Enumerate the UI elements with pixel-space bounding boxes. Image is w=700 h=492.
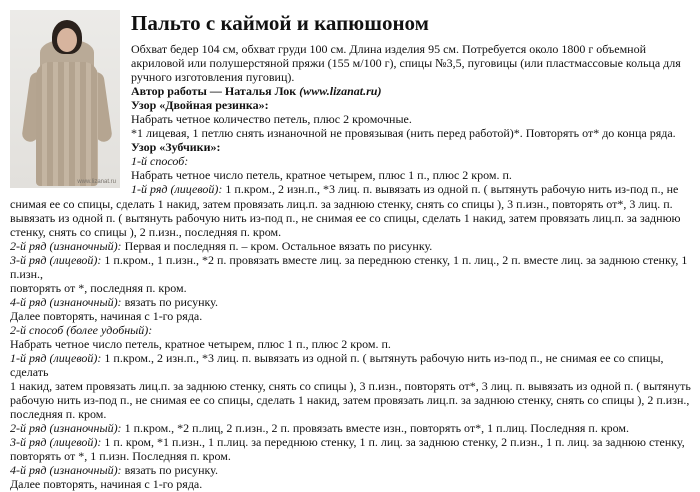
intro-line: акриловой или полушерстяной пряжи (155 м/100 г), спицы №3,5, пуговицы (или пластмассовые кольца для xyxy=(131,56,681,71)
row-line: 2-й ряд (изнаночный): 1 п.кром., *2 п.лиц, 2 п.изн., 2 п. провязать вместе изн., повторять от*, 1 п.лиц. Последняя п. кром. xyxy=(10,421,630,436)
text-line: вывязать из одной п. ( вытянуть рабочую нить из-под п., не снимая ее со спицы, сделать 1 накид, затем провязать лиц.п. за заднюю xyxy=(10,210,681,225)
text-line: 1 накид, затем провязать лиц.п. за заднюю стенку, снять со спицы ), 3 п.изн., повторять от*, 3 лиц. п. вывязать из одной п. ( вытянуть xyxy=(10,379,691,394)
method1-title: 1-й способ: xyxy=(131,154,189,169)
text-line: Набрать четное число петель, кратное четырем, плюс 1 п., плюс 2 кром. п. xyxy=(10,336,391,351)
text-line: последняя п. кром. xyxy=(10,407,107,422)
text-line: Далее повторять, начиная с 1-го ряда. xyxy=(10,477,203,492)
method2-title: 2-й способ (более удобный): xyxy=(10,322,153,337)
row-line: 3-й ряд (лицевой): 1 п.кром., 1 п.изн., *2 п. провязать вместе лиц. за переднюю стенку, 1 п. лиц., 2 п. вместе лиц. за заднюю стенку, 1 п.изн., xyxy=(10,252,688,281)
author-label: Автор работы — Наталья Лок xyxy=(131,84,297,99)
row-line: 1-й ряд (лицевой): 1 п.кром., 2 изн.п., *3 лиц. п. вывязать из одной п. ( вытянуть рабочую нить из-под п., не снимая ее со спицы, сделать xyxy=(10,351,664,380)
row-line: 2-й ряд (изнаночный): Первая и последняя п. – кром. Остальное вязать по рисунку. xyxy=(10,238,433,253)
pattern2-title: Узор «Зубчики»: xyxy=(131,140,221,155)
text-line: повторять от *, последняя п. кром. xyxy=(10,280,187,295)
text-line: повторять от *, 1 п.изн. Последняя п. кром. xyxy=(10,449,231,464)
article-body xyxy=(10,42,696,492)
text-line: Набрать четное число петель, кратное четырем, плюс 1 п., плюс 2 кром. п. xyxy=(131,168,512,183)
text-line: снимая ее со спицы, сделать 1 накид, затем провязать лиц.п. за заднюю стенку, снять со спицы ), 3 п.изн., повторять от*, 3 лиц. п. xyxy=(10,196,673,211)
author-line xyxy=(10,84,696,98)
intro-line: ручного изготовления пуговиц). xyxy=(131,70,295,85)
text-line: рабочую нить из-под п., не снимая ее со спицы, сделать 1 накид, затем провязать лиц.п. за заднюю стенку, снять со спицы ), 2 п.изн., xyxy=(10,393,690,408)
row-line: 4-й ряд (изнаночный): вязать по рисунку. xyxy=(10,294,218,309)
row-line: 4-й ряд (изнаночный): вязать по рисунку. xyxy=(10,463,218,478)
intro-block xyxy=(10,42,696,197)
pattern1-title: Узор «Двойная резинка»: xyxy=(131,98,269,113)
author-site: (www.lizanat.ru) xyxy=(299,84,382,99)
page-title: Пальто с каймой и капюшоном xyxy=(131,11,429,35)
text-line: стенку, снять со спицы ), 2 п.изн., последняя п. кром. xyxy=(10,224,282,239)
intro-line: Обхват бедер 104 см, обхват груди 100 см. Длина изделия 95 см. Потребуется около 1800 г объемной xyxy=(131,42,647,56)
row-line: 1-й ряд (лицевой): 1 п.кром., 2 изн.п., *3 лиц. п. вывязать из одной п. ( вытянуть рабочую нить из-под п., не xyxy=(131,182,679,197)
text-line: *1 лицевая, 1 петлю снять изнаночной не провязывая (нить перед работой)*. Повторять от* до конца ряда. xyxy=(131,126,676,141)
text-line: Далее повторять, начиная с 1-го ряда. xyxy=(10,308,203,323)
text-line: Набрать четное количество петель, плюс 2 кромочные. xyxy=(131,112,412,127)
photo-watermark: www.lizanat.ru xyxy=(77,179,116,185)
row-line: 3-й ряд (лицевой): 1 п. кром, *1 п.изн., 1 п.лиц. за переднюю стенку, 1 п. лиц. за заднюю стенку, 2 п.изн., 1 п. лиц. за заднюю стенку, xyxy=(10,435,685,450)
